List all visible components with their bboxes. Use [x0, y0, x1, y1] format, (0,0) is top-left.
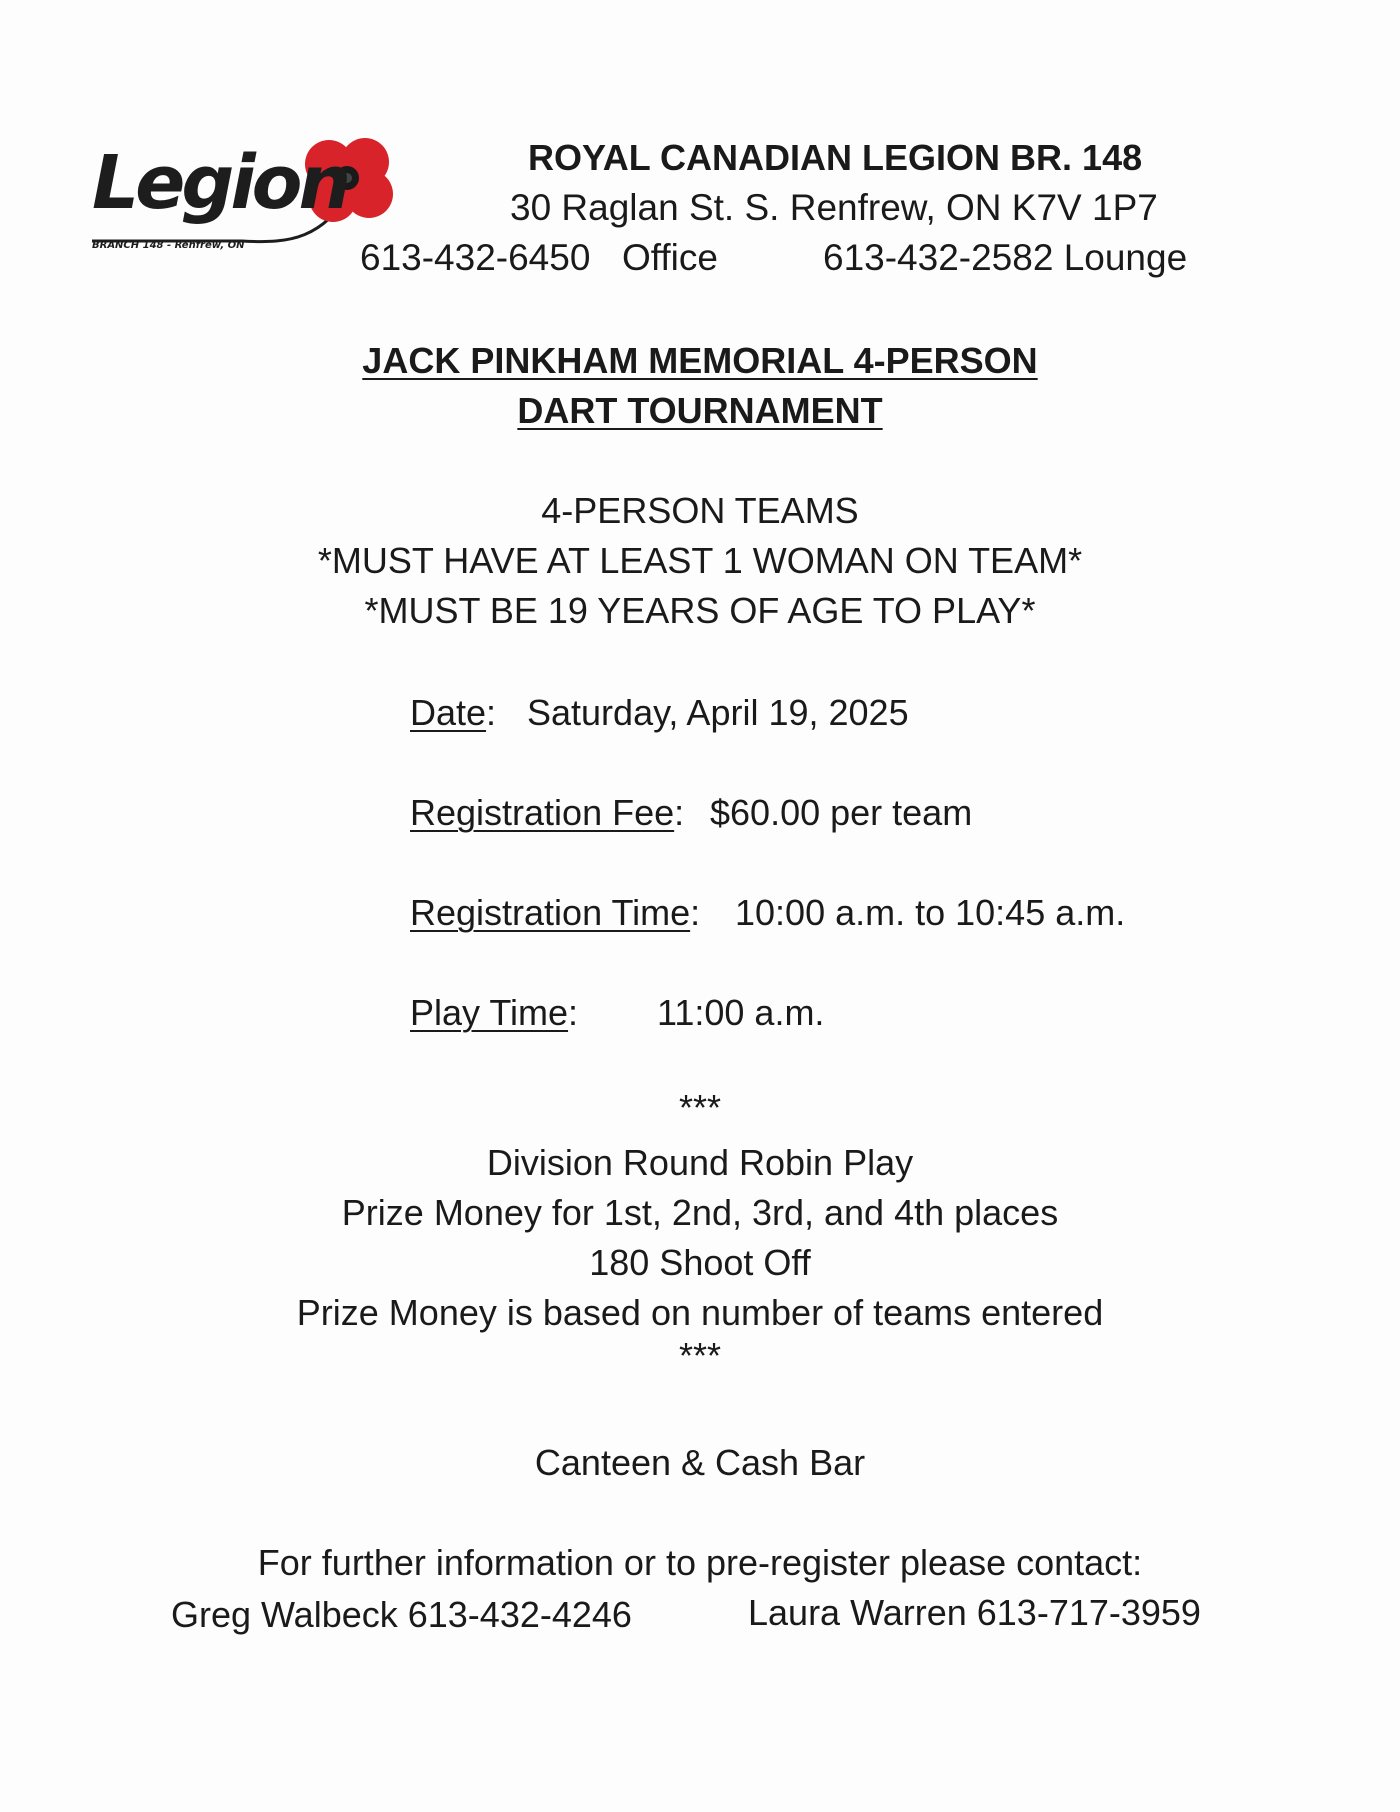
- info-prize-places: Prize Money for 1st, 2nd, 3rd, and 4th places: [341, 1192, 1059, 1233]
- fee-label: Registration Fee: [410, 792, 675, 833]
- info-round-robin: Division Round Robin Play: [486, 1142, 914, 1183]
- separator-bottom: ***: [678, 1335, 722, 1376]
- amenities: Canteen & Cash Bar: [534, 1442, 866, 1483]
- info-shoot-off: 180 Shoot Off: [589, 1242, 811, 1283]
- contact-intro: For further information or to pre-register please contact:: [257, 1542, 1143, 1583]
- detail-fee: Registration Fee: $60.00 per team: [410, 788, 684, 838]
- separator-top: ***: [678, 1087, 722, 1128]
- date-value: Saturday, April 19, 2025: [527, 692, 909, 733]
- rule-age: *MUST BE 19 YEARS OF AGE TO PLAY*: [364, 590, 1036, 631]
- office-phone: 613-432-6450: [360, 237, 591, 278]
- detail-date: Date: Saturday, April 19, 2025: [410, 688, 496, 738]
- org-address: 30 Raglan St. S. Renfrew, ON K7V 1P7: [510, 187, 1158, 228]
- logo-wordmark: Legion: [92, 140, 348, 226]
- play-time-value: 11:00 a.m.: [657, 992, 825, 1033]
- reg-time-value: 10:00 a.m. to 10:45 a.m.: [735, 892, 1126, 933]
- rule-teams: 4-PERSON TEAMS: [541, 490, 859, 531]
- rule-woman: *MUST HAVE AT LEAST 1 WOMAN ON TEAM*: [317, 540, 1083, 581]
- detail-play-time: Play Time: 11:00 a.m.: [410, 988, 578, 1038]
- contact-greg: Greg Walbeck 613-432-4246: [171, 1594, 632, 1635]
- reg-time-label: Registration Time: [410, 892, 691, 933]
- play-time-label: Play Time: [410, 992, 569, 1033]
- legion-logo: [92, 128, 402, 258]
- info-prize-basis: Prize Money is based on number of teams entered: [296, 1292, 1104, 1333]
- event-title-line2: DART TOURNAMENT: [517, 390, 883, 431]
- office-label: Office: [622, 237, 718, 278]
- contact-laura: Laura Warren 613-717-3959: [748, 1592, 1201, 1633]
- date-label: Date: [410, 692, 487, 733]
- org-name: ROYAL CANADIAN LEGION BR. 148: [528, 137, 1143, 178]
- event-title-line1: JACK PINKHAM MEMORIAL 4-PERSON: [362, 340, 1038, 381]
- detail-registration-time: Registration Time: 10:00 a.m. to 10:45 a.m.: [410, 888, 700, 938]
- fee-value: $60.00 per team: [710, 792, 973, 833]
- logo-branch-text: BRANCH 148 - Renfrew, ON: [92, 240, 245, 251]
- lounge-phone: 613-432-2582 Lounge: [823, 237, 1188, 278]
